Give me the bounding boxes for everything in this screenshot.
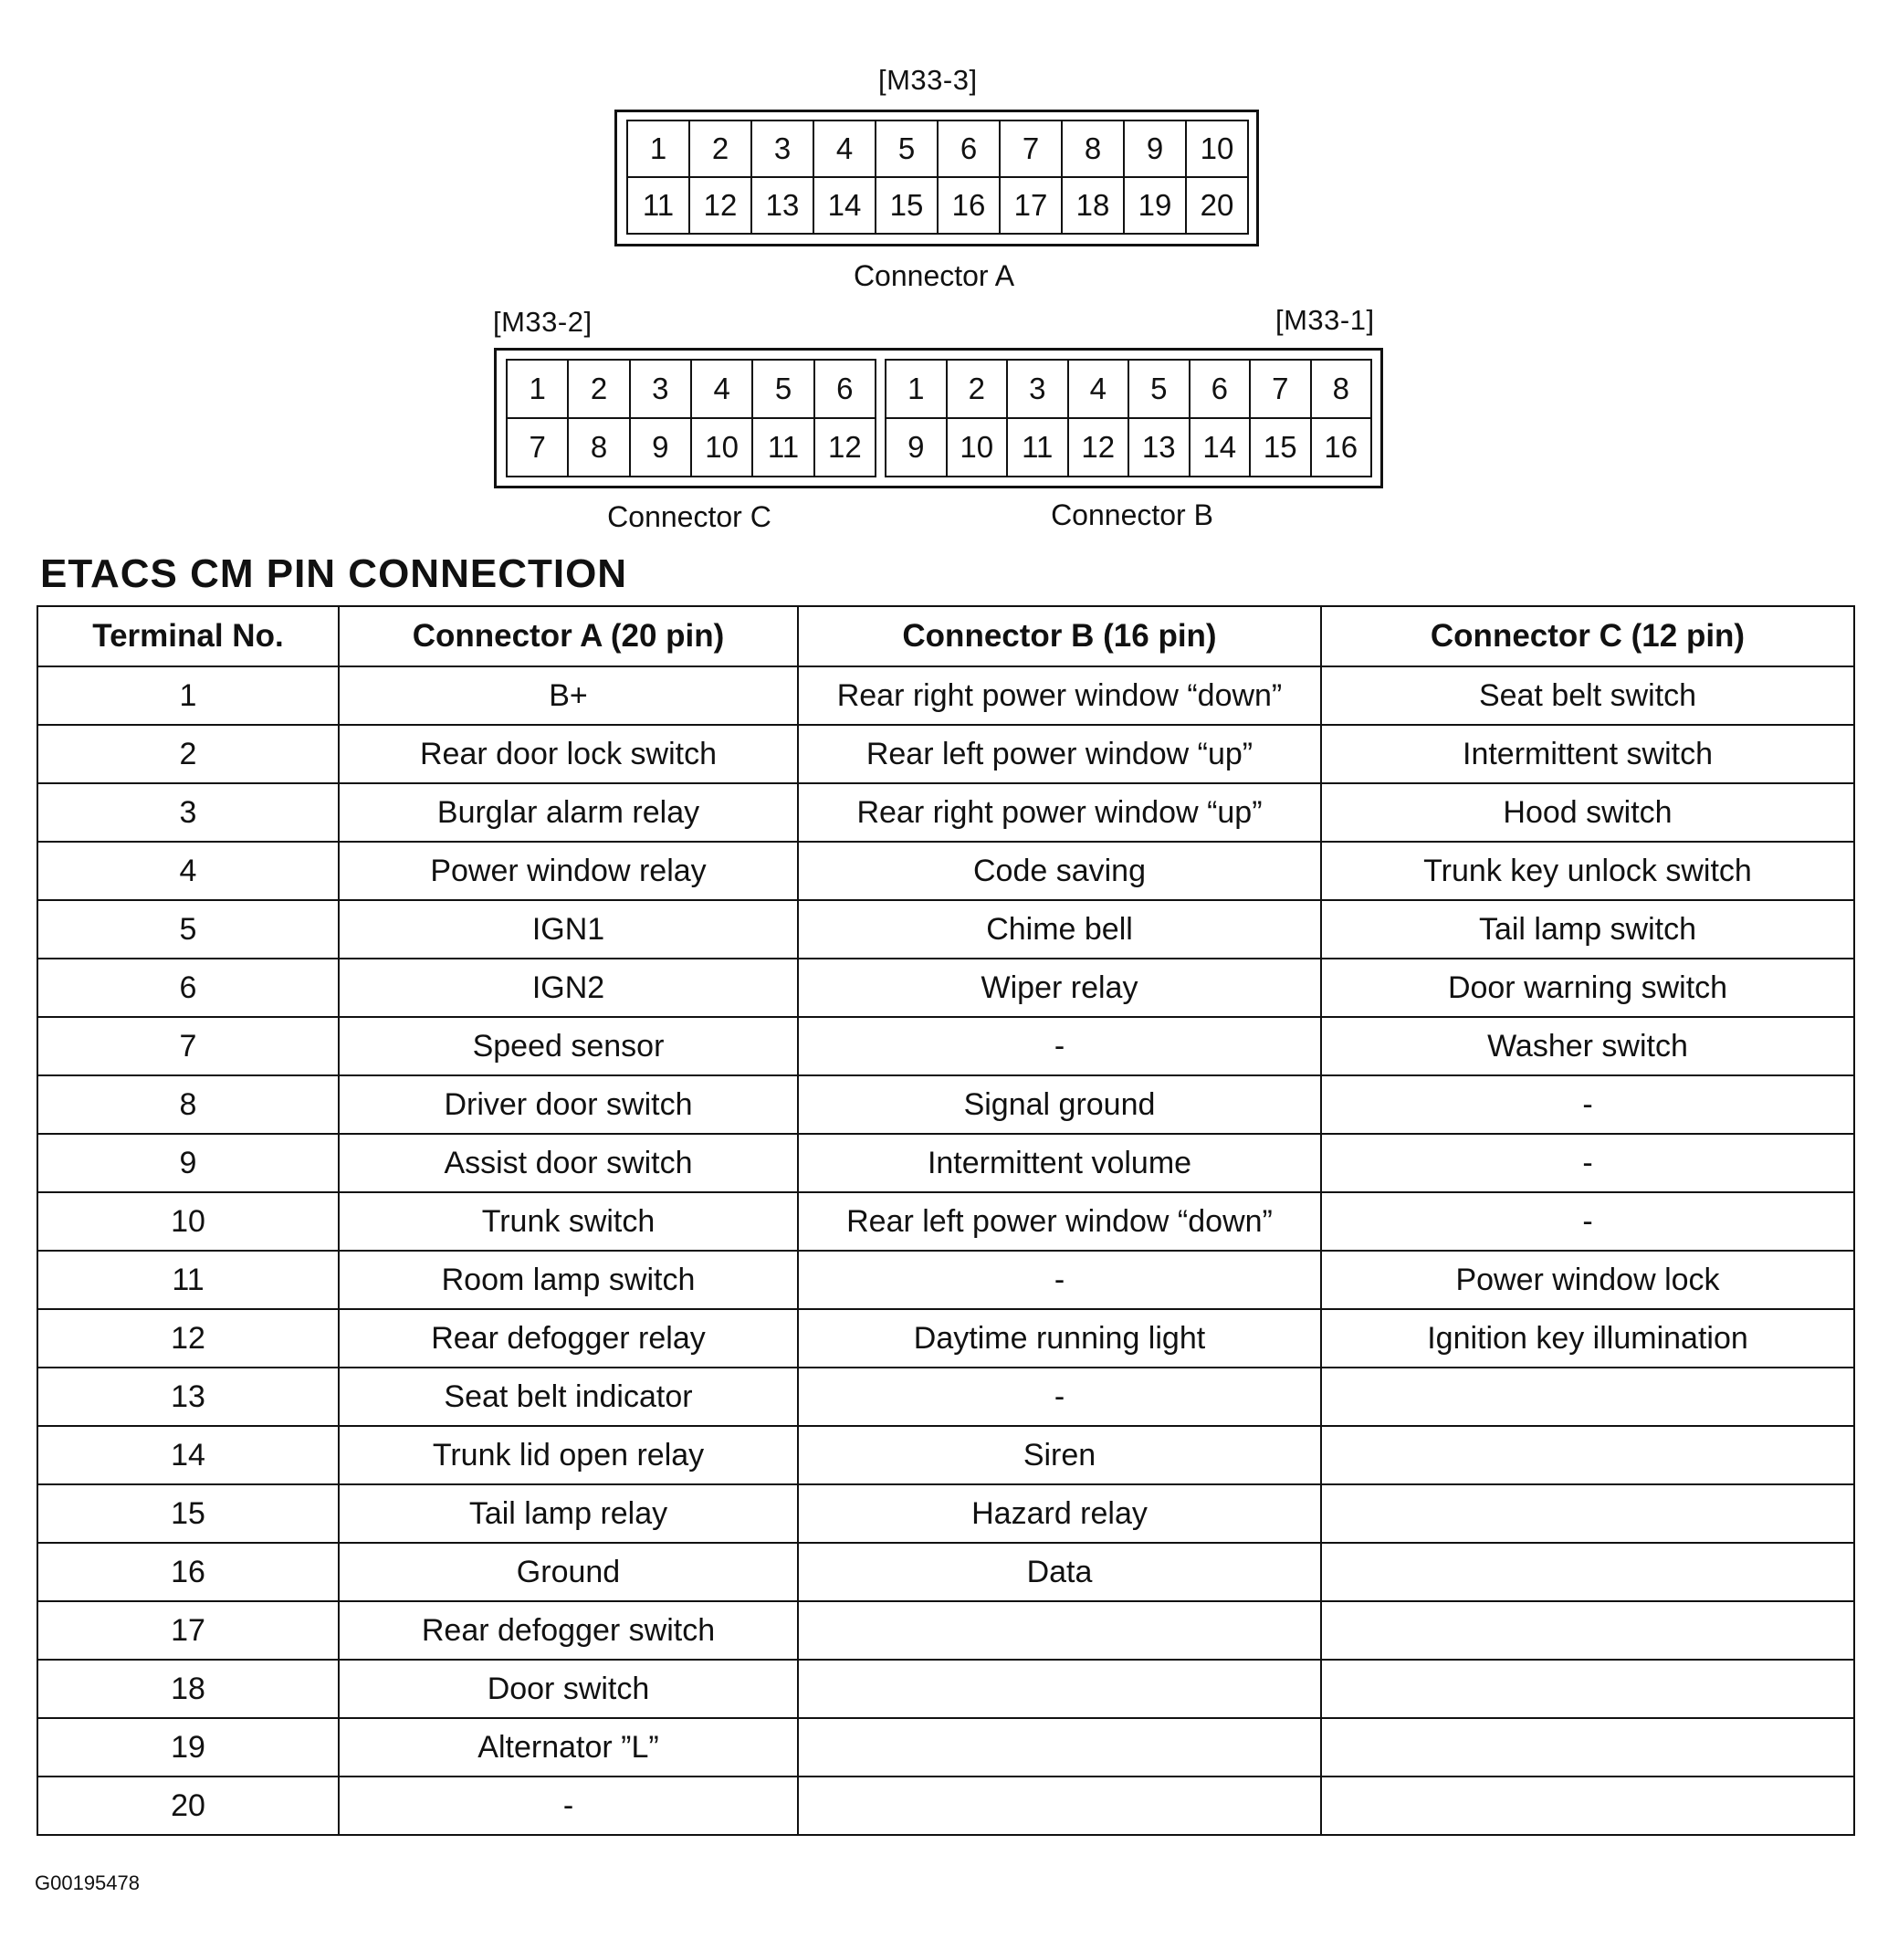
connector-a-cell: IGN1 bbox=[339, 900, 798, 959]
table-row bbox=[37, 1017, 1854, 1075]
connector-c-cell bbox=[1321, 1543, 1854, 1601]
pin-cell: 16 bbox=[939, 178, 1001, 235]
header-connector-b: Connector B (16 pin) bbox=[798, 606, 1321, 666]
terminal-cell: 5 bbox=[37, 900, 339, 959]
terminal-cell: 16 bbox=[37, 1543, 339, 1601]
pin-cell: 4 bbox=[692, 361, 753, 419]
connector-a-cell: Rear defogger switch bbox=[339, 1601, 798, 1660]
connector-cb-frame bbox=[494, 348, 1383, 488]
table-row bbox=[37, 900, 1854, 959]
pin-cell: 6 bbox=[1190, 361, 1252, 419]
connector-a-frame bbox=[614, 110, 1259, 246]
pin-cell: 14 bbox=[814, 178, 876, 235]
pin-cell: 12 bbox=[690, 178, 752, 235]
connector-a-cell: Alternator ”L” bbox=[339, 1718, 798, 1777]
connector-c-cell bbox=[1321, 1601, 1854, 1660]
connector-a-cell: Rear door lock switch bbox=[339, 725, 798, 783]
connector-c-cell: - bbox=[1321, 1134, 1854, 1192]
pin-cell: 12 bbox=[1069, 419, 1130, 477]
terminal-cell: 15 bbox=[37, 1484, 339, 1543]
pin-cell: 15 bbox=[1251, 419, 1312, 477]
connector-c-code: [M33-2] bbox=[493, 306, 593, 338]
table-header-row bbox=[37, 606, 1854, 666]
table-row bbox=[37, 1777, 1854, 1835]
pin-cell: 1 bbox=[886, 361, 948, 419]
terminal-cell: 9 bbox=[37, 1134, 339, 1192]
connector-c-cell bbox=[1321, 1426, 1854, 1484]
pin-cell: 3 bbox=[1008, 361, 1069, 419]
pin-cell: 7 bbox=[1001, 121, 1063, 178]
connector-c-cell: - bbox=[1321, 1192, 1854, 1251]
terminal-cell: 4 bbox=[37, 842, 339, 900]
header-connector-a: Connector A (20 pin) bbox=[339, 606, 798, 666]
connector-b-cell: Code saving bbox=[798, 842, 1321, 900]
pin-cell: 3 bbox=[631, 361, 692, 419]
pin-cell: 13 bbox=[1129, 419, 1190, 477]
table-title: ETACS CM PIN CONNECTION bbox=[40, 551, 628, 596]
pin-connection-table bbox=[37, 605, 1855, 1836]
connector-c-cell bbox=[1321, 1718, 1854, 1777]
connector-a-cell: - bbox=[339, 1777, 798, 1835]
terminal-cell: 11 bbox=[37, 1251, 339, 1309]
pin-cell: 11 bbox=[1008, 419, 1069, 477]
connector-b-cell: Wiper relay bbox=[798, 959, 1321, 1017]
table-row bbox=[37, 1718, 1854, 1777]
pin-cell: 5 bbox=[753, 361, 814, 419]
pin-cell: 15 bbox=[876, 178, 939, 235]
connector-a-cell: Driver door switch bbox=[339, 1075, 798, 1134]
connector-b-cell: Rear left power window “down” bbox=[798, 1192, 1321, 1251]
connector-b-cell: Data bbox=[798, 1543, 1321, 1601]
pin-cell: 12 bbox=[815, 419, 876, 477]
connector-c-cell: Door warning switch bbox=[1321, 959, 1854, 1017]
table-row bbox=[37, 959, 1854, 1017]
figure-code: G00195478 bbox=[35, 1871, 140, 1894]
pin-cell: 10 bbox=[948, 419, 1009, 477]
pin-cell: 9 bbox=[631, 419, 692, 477]
connector-a-pins bbox=[626, 120, 1249, 235]
table-row bbox=[37, 1601, 1854, 1660]
pin-cell: 20 bbox=[1187, 178, 1249, 235]
connector-a-cell: Room lamp switch bbox=[339, 1251, 798, 1309]
connector-b-cell: Siren bbox=[798, 1426, 1321, 1484]
pin-cell: 10 bbox=[1187, 121, 1249, 178]
connector-a-name: Connector A bbox=[853, 259, 1015, 292]
connector-a-cell: Speed sensor bbox=[339, 1017, 798, 1075]
connector-a-cell: IGN2 bbox=[339, 959, 798, 1017]
connector-b-cell: Chime bell bbox=[798, 900, 1321, 959]
connector-a-cell: Assist door switch bbox=[339, 1134, 798, 1192]
table-row bbox=[37, 1309, 1854, 1368]
connector-b-cell: Hazard relay bbox=[798, 1484, 1321, 1543]
connector-c-cell: Seat belt switch bbox=[1321, 666, 1854, 725]
terminal-cell: 12 bbox=[37, 1309, 339, 1368]
terminal-cell: 10 bbox=[37, 1192, 339, 1251]
connector-b-cell bbox=[798, 1601, 1321, 1660]
connector-b-name: Connector B bbox=[1051, 498, 1213, 531]
pin-cell: 11 bbox=[753, 419, 814, 477]
connector-c-cell: Intermittent switch bbox=[1321, 725, 1854, 783]
pin-cell: 13 bbox=[752, 178, 814, 235]
pin-cell: 18 bbox=[1063, 178, 1125, 235]
connector-a-cell: Burglar alarm relay bbox=[339, 783, 798, 842]
connector-c-cell: - bbox=[1321, 1075, 1854, 1134]
pin-cell: 19 bbox=[1125, 178, 1187, 235]
pin-cell: 8 bbox=[569, 419, 630, 477]
terminal-cell: 18 bbox=[37, 1660, 339, 1718]
terminal-cell: 8 bbox=[37, 1075, 339, 1134]
pin-cell: 10 bbox=[692, 419, 753, 477]
table-row bbox=[37, 842, 1854, 900]
connector-c-cell: Washer switch bbox=[1321, 1017, 1854, 1075]
table-row bbox=[37, 666, 1854, 725]
connector-c-cell bbox=[1321, 1368, 1854, 1426]
pin-cell: 8 bbox=[1312, 361, 1373, 419]
pin-cell: 14 bbox=[1190, 419, 1252, 477]
connector-a-cell: Trunk switch bbox=[339, 1192, 798, 1251]
pin-cell: 8 bbox=[1063, 121, 1125, 178]
connector-b-pins bbox=[885, 359, 1372, 477]
pin-cell: 3 bbox=[752, 121, 814, 178]
connector-b-cell: Daytime running light bbox=[798, 1309, 1321, 1368]
table-row bbox=[37, 1192, 1854, 1251]
connector-b-cell bbox=[798, 1660, 1321, 1718]
terminal-cell: 6 bbox=[37, 959, 339, 1017]
pin-cell: 17 bbox=[1001, 178, 1063, 235]
table-row bbox=[37, 1484, 1854, 1543]
pin-cell: 5 bbox=[876, 121, 939, 178]
pin-cell: 4 bbox=[1069, 361, 1130, 419]
table-row bbox=[37, 1543, 1854, 1601]
terminal-cell: 20 bbox=[37, 1777, 339, 1835]
terminal-cell: 7 bbox=[37, 1017, 339, 1075]
connector-a-code: [M33-3] bbox=[878, 64, 978, 96]
table-row bbox=[37, 1075, 1854, 1134]
connector-c-cell: Tail lamp switch bbox=[1321, 900, 1854, 959]
connector-b-cell: - bbox=[798, 1251, 1321, 1309]
table-row bbox=[37, 1368, 1854, 1426]
table-row bbox=[37, 1660, 1854, 1718]
terminal-cell: 13 bbox=[37, 1368, 339, 1426]
pin-cell: 2 bbox=[569, 361, 630, 419]
connector-b-cell bbox=[798, 1718, 1321, 1777]
connector-b-cell: Signal ground bbox=[798, 1075, 1321, 1134]
pin-cell: 2 bbox=[948, 361, 1009, 419]
connector-c-cell: Ignition key illumination bbox=[1321, 1309, 1854, 1368]
connector-c-cell: Hood switch bbox=[1321, 783, 1854, 842]
connector-c-name: Connector C bbox=[607, 500, 771, 533]
connector-a-cell: Trunk lid open relay bbox=[339, 1426, 798, 1484]
terminal-cell: 1 bbox=[37, 666, 339, 725]
pin-cell: 6 bbox=[939, 121, 1001, 178]
connector-a-cell: Power window relay bbox=[339, 842, 798, 900]
connector-a-cell: Tail lamp relay bbox=[339, 1484, 798, 1543]
pin-cell: 6 bbox=[815, 361, 876, 419]
pin-cell: 7 bbox=[1251, 361, 1312, 419]
connector-a-cell: Rear defogger relay bbox=[339, 1309, 798, 1368]
connector-a-cell: Ground bbox=[339, 1543, 798, 1601]
connector-b-cell: Rear right power window “down” bbox=[798, 666, 1321, 725]
connector-b-code: [M33-1] bbox=[1275, 304, 1375, 336]
table-row bbox=[37, 725, 1854, 783]
pin-cell: 16 bbox=[1312, 419, 1373, 477]
pin-cell: 9 bbox=[1125, 121, 1187, 178]
pin-cell: 9 bbox=[886, 419, 948, 477]
connector-c-cell bbox=[1321, 1777, 1854, 1835]
pin-cell: 5 bbox=[1129, 361, 1190, 419]
table-body bbox=[37, 666, 1854, 1835]
terminal-cell: 14 bbox=[37, 1426, 339, 1484]
connector-c-cell: Trunk key unlock switch bbox=[1321, 842, 1854, 900]
connector-a-cell: Door switch bbox=[339, 1660, 798, 1718]
connector-b-cell: Rear left power window “up” bbox=[798, 725, 1321, 783]
connector-c-pins bbox=[506, 359, 876, 477]
pin-cell: 4 bbox=[814, 121, 876, 178]
pin-cell: 1 bbox=[628, 121, 690, 178]
connector-c-cell bbox=[1321, 1484, 1854, 1543]
terminal-cell: 3 bbox=[37, 783, 339, 842]
connector-c-cell bbox=[1321, 1660, 1854, 1718]
table-row bbox=[37, 1251, 1854, 1309]
pin-cell: 11 bbox=[628, 178, 690, 235]
header-connector-c: Connector C (12 pin) bbox=[1321, 606, 1854, 666]
terminal-cell: 17 bbox=[37, 1601, 339, 1660]
table-row bbox=[37, 1426, 1854, 1484]
connector-b-cell bbox=[798, 1777, 1321, 1835]
terminal-cell: 19 bbox=[37, 1718, 339, 1777]
table-row bbox=[37, 783, 1854, 842]
header-terminal: Terminal No. bbox=[37, 606, 339, 666]
terminal-cell: 2 bbox=[37, 725, 339, 783]
table-row bbox=[37, 1134, 1854, 1192]
pin-cell: 7 bbox=[508, 419, 569, 477]
connector-a-cell: B+ bbox=[339, 666, 798, 725]
pin-cell: 1 bbox=[508, 361, 569, 419]
connector-b-cell: Rear right power window “up” bbox=[798, 783, 1321, 842]
connector-c-cell: Power window lock bbox=[1321, 1251, 1854, 1309]
connector-b-cell: - bbox=[798, 1017, 1321, 1075]
connector-b-cell: Intermittent volume bbox=[798, 1134, 1321, 1192]
connector-b-cell: - bbox=[798, 1368, 1321, 1426]
connector-a-cell: Seat belt indicator bbox=[339, 1368, 798, 1426]
pin-cell: 2 bbox=[690, 121, 752, 178]
